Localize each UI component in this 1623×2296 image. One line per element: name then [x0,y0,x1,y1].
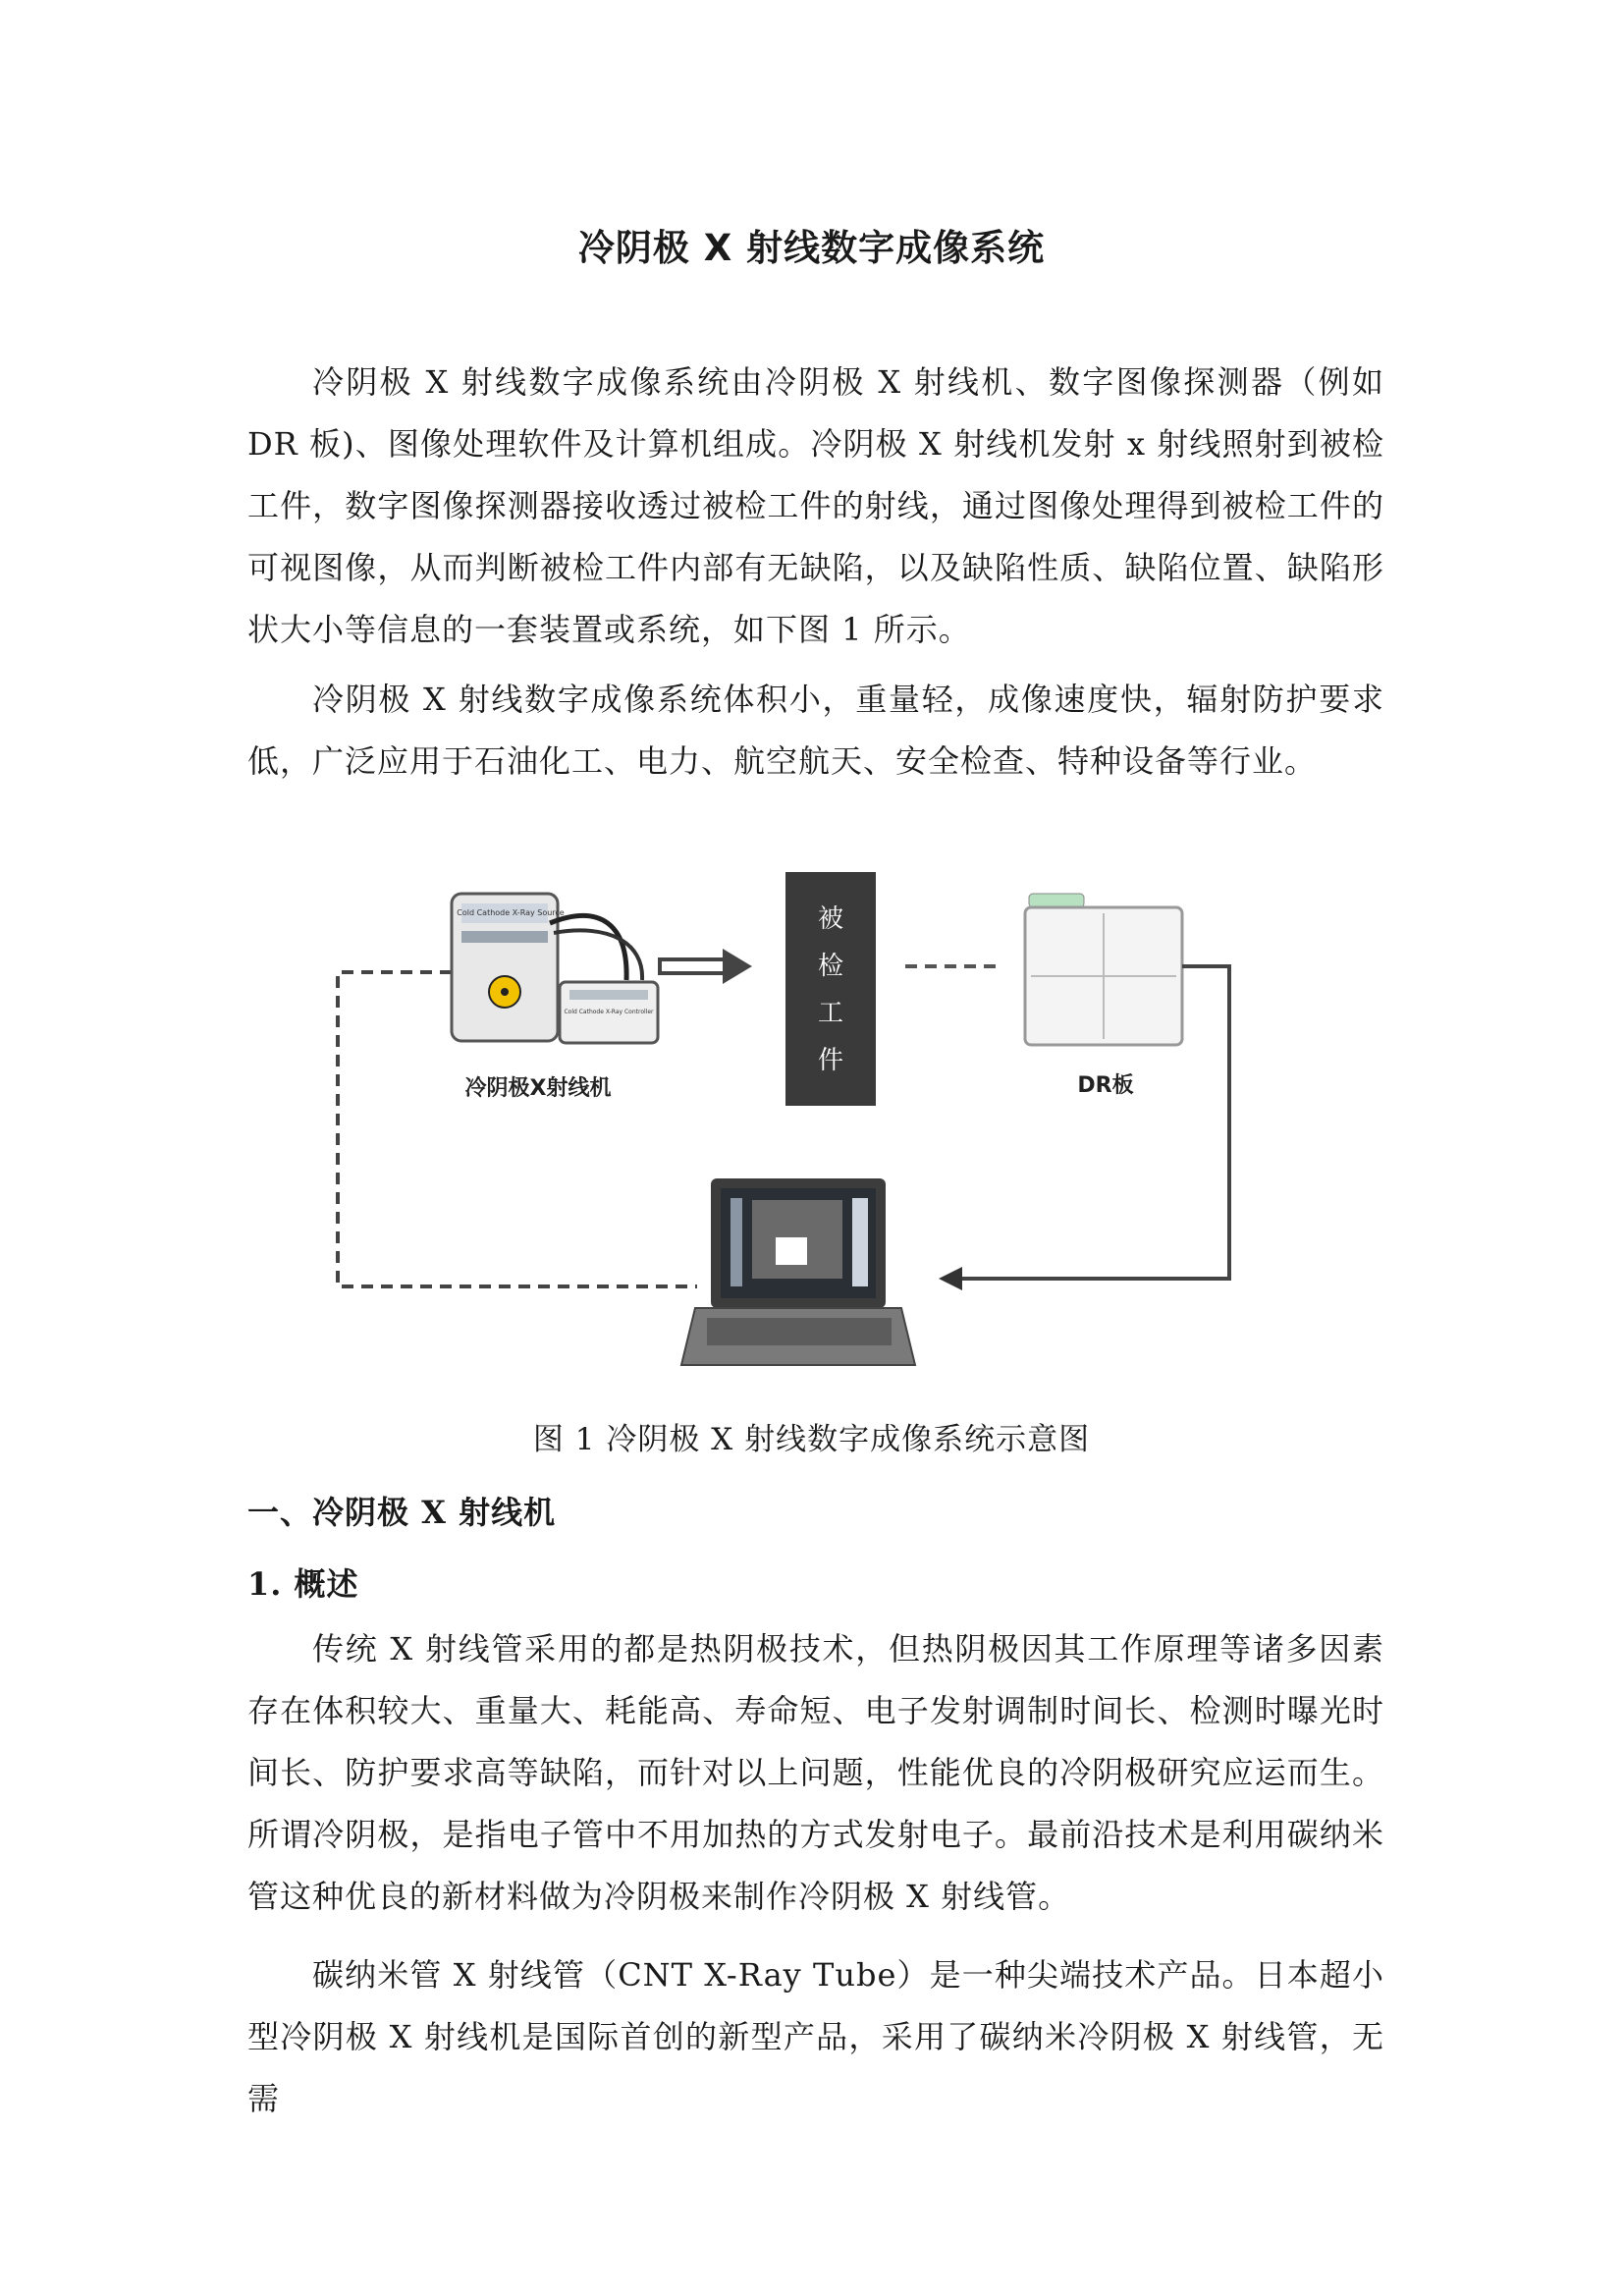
device-brand-text: Cold Cathode X-Ray Source [457,908,565,917]
workpiece-char-2: 检 [817,952,844,981]
paragraph-cnt: 碳纳米管 X 射线管（CNT X-Ray Tube）是一种尖端技术产品。日本超小型冷阴极 X 射线机是国际首创的新型产品，采用了碳纳米冷阴极 X 射线管，无需 [247,1956,1384,2117]
paragraph-intro: 冷阴极 X 射线数字成像系统由冷阴极 X 射线机、数字图像探测器（例如 DR 板)、图像处理软件及计算机组成。冷阴极 X 射线机发射 x 射线照射到被检工件，数字图像探测器接收透过被检工件的射线，通过图像处理得到被检工件的可视图像，从而判断被检工件内部有无缺陷，以及缺陷性质、缺陷位置、缺陷形状大小等信息的一套装置或系统，如下图 1 所示。 [247,363,1384,648]
xray-machine-label: 冷阴极X射线机 [464,1076,612,1101]
section-heading: 一、冷阴极 X 射线机 [247,1494,557,1531]
xray-machine-image [452,894,658,1043]
laptop-image [681,1178,915,1365]
system-diagram [314,864,1257,1375]
dr-panel-image [1025,894,1182,1045]
arrow-head-to-laptop [939,1267,962,1290]
figure-caption: 图 1 冷阴极 X 射线数字成像系统示意图 [532,1422,1091,1457]
workpiece-char-4: 件 [817,1046,844,1075]
workpiece-char-1: 被 [817,904,844,934]
workpiece-char-3: 工 [817,999,844,1028]
subsection-heading: 1. 概述 [247,1565,359,1603]
paragraph-features: 冷阴极 X 射线数字成像系统体积小，重量轻，成像速度快，辐射防护要求低，广泛应用于石油化工、电力、航空航天、安全检查、特种设备等行业。 [247,681,1384,780]
document-title: 冷阴极 X 射线数字成像系统 [577,227,1046,269]
arrow-to-workpiece [660,949,752,984]
paragraph-overview: 传统 X 射线管采用的都是热阴极技术，但热阴极因其工作原理等诸多因素存在体积较大、重量大、耗能高、寿命短、电子发射调制时间长、检测时曝光时间长、防护要求高等缺陷，而针对以上问题，性能优良的冷阴极研究应运而生。所谓冷阴极，是指电子管中不用加热的方式发射电子。最前沿技术是利用碳纳米管这种优良的新材料做为冷阴极来制作冷阴极 X 射线管。 [247,1630,1384,1915]
controller-text: Cold Cathode X-Ray Controller [564,1009,654,1015]
dr-label: DR板 [1077,1073,1134,1098]
